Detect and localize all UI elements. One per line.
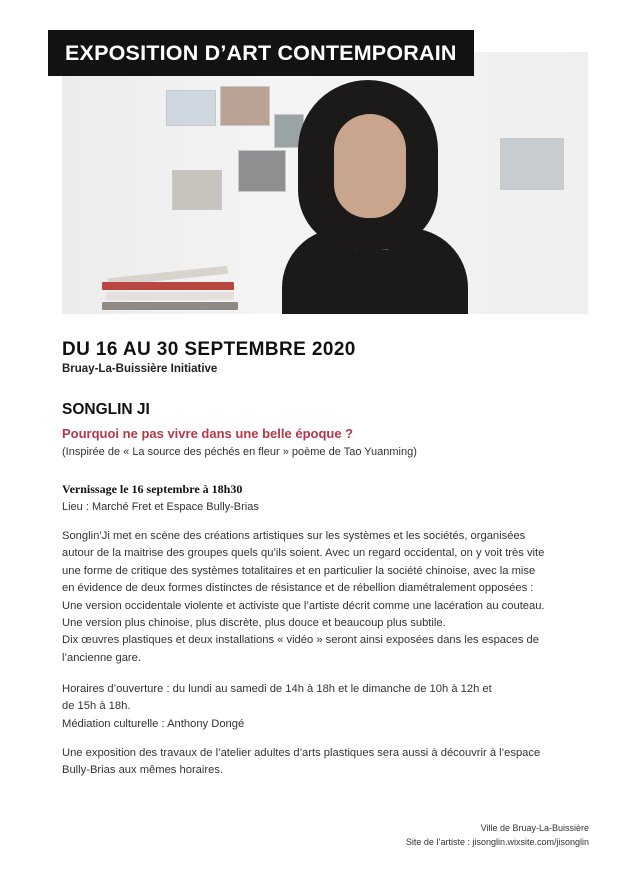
workshop-line: Une exposition des travaux de l’atelier adultes d’arts plastiques sera aussi à découvrir à l’espace	[62, 747, 541, 759]
wall-artwork	[238, 150, 286, 192]
mediation-line: Médiation culturelle : Anthony Dongé	[62, 717, 245, 730]
opening-hours	[62, 681, 492, 733]
wall-artwork	[166, 90, 216, 126]
workshop-line: Bully-Brias aux mêmes horaires.	[62, 764, 224, 777]
description-line: Une version plus chinoise, plus discrète, plus douce et beaucoup plus subtile.	[62, 617, 446, 630]
vernissage-date: Vernissage le 16 septembre à 18h30	[62, 482, 243, 496]
wall-artwork	[220, 86, 270, 126]
footer-city: Ville de Bruay-La-Buissière	[480, 823, 589, 833]
description-paragraph	[62, 528, 545, 667]
footer-artist-site: Site de l’artiste : jisonglin.wixsite.com/jisonglin	[405, 837, 589, 847]
wall-artwork	[172, 170, 222, 210]
description-line: autour de la maitrise des groupes quels qu’ils soient. Avec un regard occidental, on y voit très vite	[62, 547, 545, 560]
artist-portrait	[290, 80, 490, 314]
artist-name: SONGLIN JI	[62, 401, 150, 418]
hours-line: Horaires d’ouverture : du lundi au samedi de 14h à 18h et le dimanche de 10h à 12h et	[62, 683, 492, 695]
vernissage-location: Lieu : Marché Fret et Espace Bully-Brias	[62, 501, 259, 513]
hours-line: de 15h à 18h.	[62, 700, 131, 713]
artist-photo	[62, 52, 588, 314]
description-line: Une version occidentale violente et activiste que l’artiste décrit comme une lacération au couteau.	[62, 599, 545, 612]
description-line: Dix œuvres plastiques et deux installations « vidéo » seront ainsi exposées dans les espaces de	[62, 634, 539, 647]
exhibition-venue: Bruay-La-Buissière Initiative	[62, 363, 218, 375]
inspiration-note: (Inspirée de « La source des péchés en fleur » poème de Tao Yuanming)	[62, 446, 417, 458]
book-stack	[102, 266, 242, 314]
description-line: l’ancienne gare.	[62, 651, 141, 664]
workshop-exhibition-note	[62, 745, 540, 780]
description-line: une forme de critique des systèmes totalitaires et en particulier la société chinoise, avec la mise	[62, 564, 536, 577]
wall-artwork	[500, 138, 564, 190]
exhibition-banner: EXPOSITION D’ART CONTEMPORAIN	[48, 30, 474, 76]
exhibition-dates: DU 16 AU 30 SEPTEMBRE 2020	[62, 339, 356, 360]
work-title: Pourquoi ne pas vivre dans une belle époque ?	[62, 426, 354, 441]
description-line: en évidence de deux formes distinctes de résistance et de rébellion diamétralement opposées :	[62, 582, 534, 595]
description-line: Songlin’Ji met en scène des créations artistiques sur les systèmes et les sociétés, organisées	[62, 530, 526, 542]
